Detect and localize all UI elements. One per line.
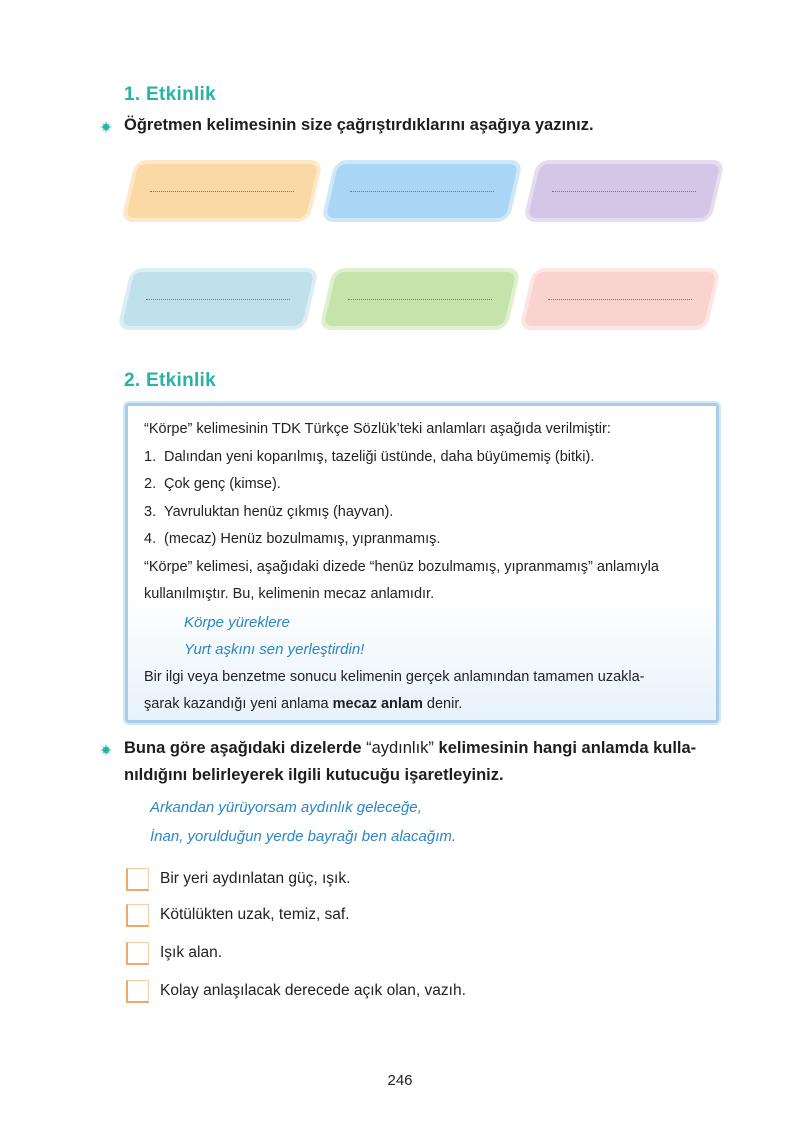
option-checkbox[interactable]: [126, 942, 149, 965]
answer-dotted-line: [348, 299, 492, 300]
answer-box-orange[interactable]: [121, 160, 323, 222]
answer-dotted-line: [150, 191, 294, 192]
page-number: 246: [387, 1072, 413, 1089]
option-label: Bir yeri aydınlatan güç, ışık.: [160, 870, 351, 887]
answer-box-purple[interactable]: [523, 160, 725, 222]
activity-2-title: 2. Etkinlik: [124, 370, 217, 391]
answer-dotted-line: [146, 299, 290, 300]
usage-text-line: kullanılmıştır. Bu, kelimenin mecaz anlamıdır.: [144, 586, 435, 602]
meaning-item: 4. (mecaz) Henüz bozulmamış, yıpranmamış.: [144, 531, 441, 547]
meaning-item: 3. Yavruluktan henüz çıkmış (hayvan).: [144, 503, 394, 520]
poem-line: Körpe yüreklere: [184, 613, 290, 631]
answer-dotted-line: [552, 191, 696, 192]
definition-line: Bir ilgi veya benzetme sonucu kelimenin gerçek anlamından tamamen uzakla-: [144, 668, 645, 685]
answer-box-green[interactable]: [319, 268, 521, 330]
usage-text-line: “Körpe” kelimesi, aşağıdaki dizede “henüz bozulmamış, yıpranmamış” anlamıyla: [144, 558, 659, 575]
question-line: nıldığını belirleyerek ilgili kutucuğu işaretleyiniz.: [124, 766, 504, 784]
poem-line: Yurt aşkını sen yerleştirdin!: [184, 641, 365, 658]
question-word: “aydınlık”: [366, 739, 434, 757]
activity-1-title: 1. Etkinlik: [124, 84, 217, 105]
answer-box-teal[interactable]: [117, 268, 319, 330]
definition-line: şarak kazandığı yeni anlama mecaz anlam denir.: [144, 696, 463, 712]
answer-dotted-line: [350, 191, 494, 192]
option-label: Kolay anlaşılacak derecede açık olan, vazıh.: [160, 982, 466, 999]
option-label: Kötülükten uzak, temiz, saf.: [160, 906, 350, 923]
question-line: Buna göre aşağıdaki dizelerde “aydınlık” kelimesinin hangi anlamda kulla-: [124, 739, 697, 757]
definition-term: mecaz anlam: [332, 696, 423, 712]
info-box: [125, 403, 719, 723]
meaning-item: 1. Dalından yeni koparılmış, tazeliği üstünde, daha büyümemiş (bitki).: [144, 448, 595, 465]
verse-line: Arkandan yürüyorsam aydınlık geleceğe,: [150, 799, 422, 816]
info-intro: “Körpe” kelimesinin TDK Türkçe Sözlük’teki anlamları aşağıda verilmiştir:: [144, 421, 611, 437]
option-checkbox[interactable]: [126, 904, 149, 927]
option-label: Işık alan.: [160, 944, 223, 961]
option-checkbox[interactable]: [126, 868, 149, 891]
bullet-star-icon: [100, 744, 112, 756]
answer-dotted-line: [548, 299, 692, 300]
option-checkbox[interactable]: [126, 980, 149, 1003]
bullet-star-icon: [100, 121, 112, 133]
meaning-item: 2. Çok genç (kimse).: [144, 476, 281, 492]
activity-2-question: [124, 735, 724, 789]
verse-line: İnan, yorulduğun yerde bayrağı ben alacağım.: [150, 828, 457, 845]
answer-box-pink[interactable]: [519, 268, 721, 330]
activity-1-instruction: Öğretmen kelimesinin size çağrıştırdıklarını aşağıya yazınız.: [124, 116, 594, 134]
answer-box-blue[interactable]: [321, 160, 523, 222]
